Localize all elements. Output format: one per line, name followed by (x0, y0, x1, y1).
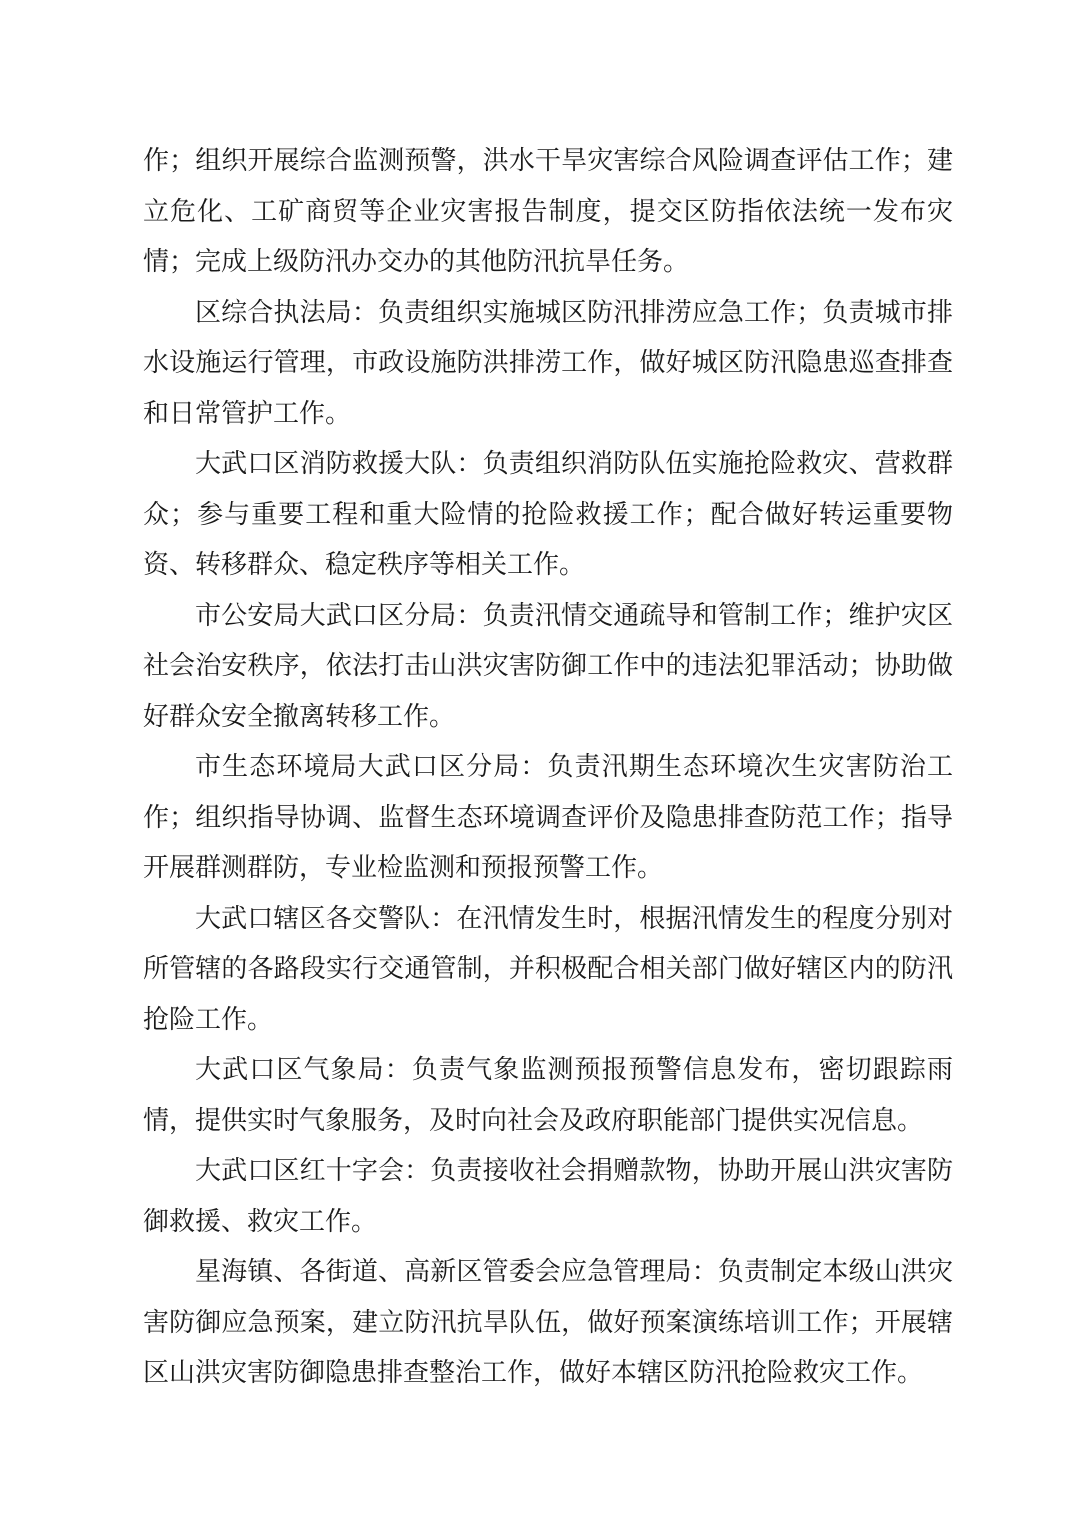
document-body (143, 136, 953, 1399)
paragraph-fire-rescue: 大武口区消防救援大队：负责组织消防队伍实施抢险救灾、营救群众；参与重要工程和重大险情的抢险救援工作；配合做好转运重要物资、转移群众、稳定秩序等相关工作。 (143, 449, 953, 580)
paragraph-district-law-enforcement: 区综合执法局：负责组织实施城区防汛排涝应急工作；负责城市排水设施运行管理，市政设施防洪排涝工作，做好城区防汛隐患巡查排查和日常管护工作。 (143, 297, 953, 429)
paragraph-continuation: 作；组织开展综合监测预警，洪水干旱灾害综合风险调查评估工作；建立危化、工矿商贸等企业灾害报告制度，提交区防指依法统一发布灾情；完成上级防汛办交办的其他防汛抗旱任务。 (143, 146, 953, 277)
paragraph-red-cross: 大武口区红十字会：负责接收社会捐赠款物，协助开展山洪灾害防御救援、救灾工作。 (143, 1156, 953, 1237)
paragraph-ecology-environment: 市生态环境局大武口区分局：负责汛期生态环境次生灾害防治工作；组织指导协调、监督生态环境调查评价及隐患排查防范工作；指导开展群测群防，专业检监测和预报预警工作。 (143, 752, 953, 883)
paragraph-public-security: 市公安局大武口区分局：负责汛情交通疏导和管制工作；维护灾区社会治安秩序，依法打击山洪灾害防御工作中的违法犯罪活动；协助做好群众安全撤离转移工作。 (143, 600, 953, 732)
paragraph-meteorology: 大武口区气象局：负责气象监测预报预警信息发布，密切跟踪雨情，提供实时气象服务，及时向社会及政府职能部门提供实况信息。 (143, 1055, 953, 1136)
paragraph-traffic-police: 大武口辖区各交警队：在汛情发生时，根据汛情发生的程度分别对所管辖的各路段实行交通管制，并积极配合相关部门做好辖区内的防汛抢险工作。 (143, 903, 953, 1035)
paragraph-towns-streets: 星海镇、各街道、高新区管委会应急管理局：负责制定本级山洪灾害防御应急预案，建立防汛抗旱队伍，做好预案演练培训工作；开展辖区山洪灾害防御隐患排查整治工作，做好本辖区防汛抢险救灾工作。 (143, 1257, 953, 1388)
